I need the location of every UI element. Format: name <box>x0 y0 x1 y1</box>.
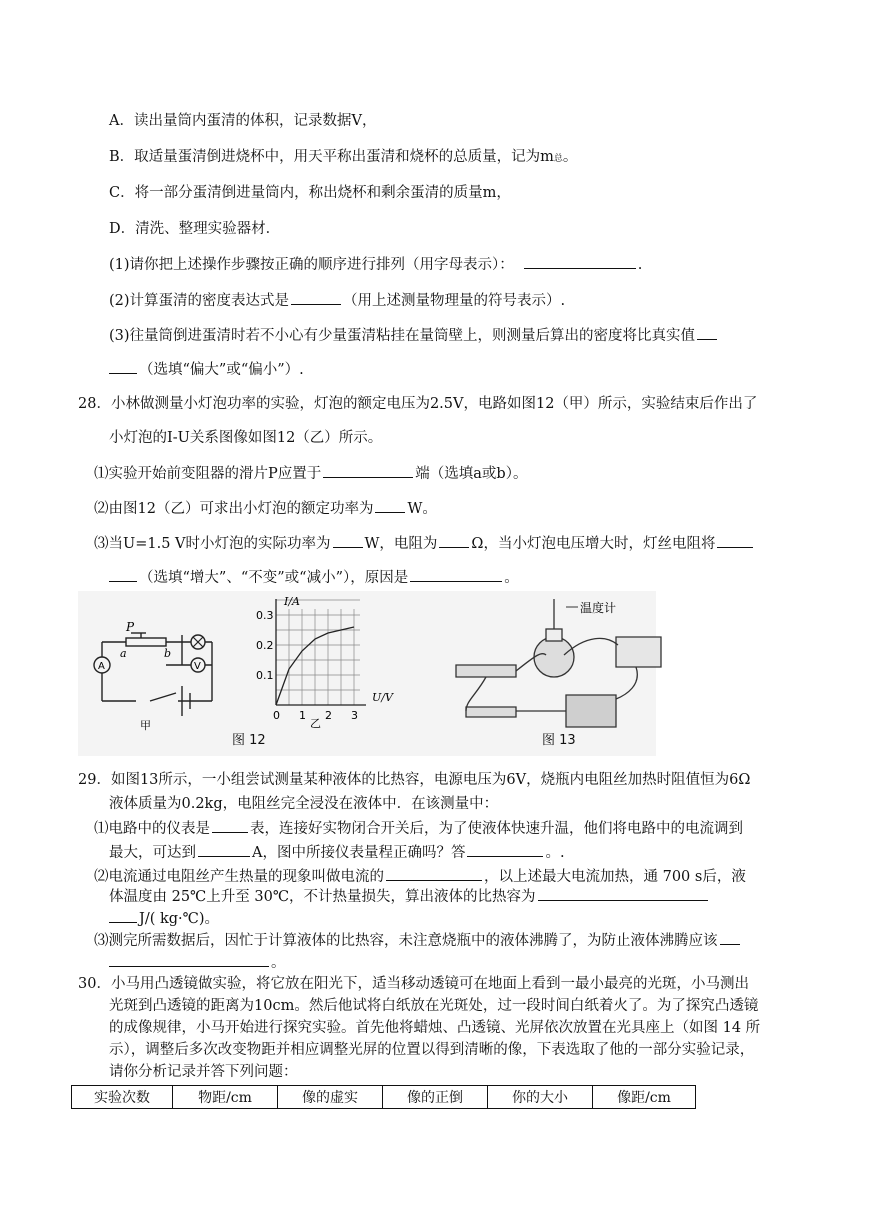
q27-sub2: (2)计算蛋清的密度表达式是 （用上述测量物理量的符号表示）. <box>109 290 565 311</box>
q27-step-c: C．将一部分蛋清倒进量筒内，称出烧杯和剩余蛋清的质量m， <box>109 185 511 201</box>
q27-step-d: D．清洗、整理实验器材． <box>109 221 281 237</box>
answer-blank[interactable] <box>291 290 341 305</box>
answer-blank[interactable] <box>410 567 502 582</box>
x-axis-label: U/V <box>372 691 393 704</box>
answer-blank[interactable] <box>212 818 248 833</box>
q28-intro-line2: 小灯泡的I-U关系图像如图12（乙）所示。 <box>109 430 383 446</box>
table-header-cell: 像距/cm <box>593 1086 696 1109</box>
answer-blank[interactable] <box>467 842 543 857</box>
answer-blank[interactable] <box>109 952 269 967</box>
q30-line4: 示），调整后多次改变物距并相应调整光屏的位置以得到清晰的像，下表选取了他的一部分实验记录， <box>109 1042 755 1058</box>
end-b-label: b <box>164 647 172 660</box>
iu-graph-yi <box>256 593 416 733</box>
y-tick-label: 0.2 <box>256 639 274 652</box>
experiment-table <box>71 1085 696 1109</box>
apparatus-fig13 <box>446 595 676 735</box>
answer-blank[interactable] <box>717 533 753 548</box>
q28-sub3: ⑶当U=1.5 V时小灯泡的实际功率为 W，电阻为 Ω，当小灯泡电压增大时，灯丝电阻将 <box>94 533 755 554</box>
y-tick-label: 0.3 <box>256 609 274 622</box>
q28-intro-line1: 28．小林做测量小灯泡功率的实验，灯泡的额定电压为2.5V，电路如图12（甲）所示，实验结束后作出了 <box>78 396 758 412</box>
answer-blank[interactable] <box>439 533 469 548</box>
q28-sub3-cont: （选填“增大”、“不变”或“减小”），原因是 。 <box>109 567 519 588</box>
answer-blank[interactable] <box>697 325 717 340</box>
x-tick-label: 1 <box>299 709 306 722</box>
answer-blank[interactable] <box>720 930 740 945</box>
q30-line5: 请你分析记录并答下列问题： <box>109 1064 298 1080</box>
answer-blank[interactable] <box>109 567 137 582</box>
q29-sub1: ⑴电路中的仪表是 表，连接好实物闭合开关后，为了使液体快速升温，他们将电路中的电流调到 <box>94 818 743 839</box>
q29-intro-line2: 液体质量为0.2kg，电阻丝完全浸没在液体中．在该测量中： <box>109 796 499 812</box>
x-tick-label: 3 <box>351 709 358 722</box>
fig13-caption-text: 图 13 <box>542 733 576 748</box>
q27-step-b: B．取适量蛋清倒进烧杯中，用天平称出蛋清和烧杯的总质量，记为m总。 <box>109 149 578 165</box>
q30-line2: 光斑到凸透镜的距离为10cm。然后他试将白纸放在光斑处，过一段时间白纸着火了。为了探究凸透镜 <box>109 998 759 1014</box>
q29-intro-line1: 29．如图13所示，一小组尝试测量某种液体的比热容，电源电压为6V，烧瓶内电阻丝加热时阻值恒为6Ω <box>78 772 751 788</box>
q29-sub2: ⑵电流通过电阻丝产生热量的现象叫做电流的 ，以上述最大电流加热，通 700 s后，液 <box>94 866 746 887</box>
q27-sub1: (1)请你把上述操作步骤按正确的顺序进行排列（用字母表示）： . <box>109 254 642 275</box>
q29-sub2-cont: 体温度由 25℃上升至 30℃，不计热量损失，算出液体的比热容为 <box>109 886 710 907</box>
q27-sub3: (3)往量筒倒进蛋清时若不小心有少量蛋清粘挂在量筒壁上，则测量后算出的密度将比真实值 <box>109 325 719 346</box>
figure-strip <box>78 591 656 756</box>
fig12-caption: 图 12 <box>232 733 266 748</box>
table-header-cell: 像的正倒 <box>383 1086 488 1109</box>
slider-p-label: P <box>126 620 135 634</box>
q29-sub2-unit: J/( kg·℃)。 <box>109 908 219 929</box>
x-tick-label: 2 <box>325 709 332 722</box>
answer-blank[interactable] <box>386 866 482 881</box>
q27-step-a: A．读出量筒内蛋清的体积，记录数据V， <box>109 113 377 129</box>
y-axis-label: I/A <box>284 595 300 608</box>
q29-sub3-cont: 。 <box>109 952 286 973</box>
answer-blank[interactable] <box>323 463 413 478</box>
q28-sub1: ⑴实验开始前变阻器的滑片P应置于 端（选填a或b）。 <box>94 463 527 484</box>
answer-blank[interactable] <box>109 359 137 374</box>
answer-blank[interactable] <box>198 842 250 857</box>
table-header-cell: 实验次数 <box>72 1086 173 1109</box>
q27-sub3-cont: （选填“偏大”或“偏小”）. <box>109 359 304 380</box>
thermometer-label: 温度计 <box>580 601 617 615</box>
table-header-cell: 你的大小 <box>488 1086 593 1109</box>
table-header-cell: 像的虚实 <box>278 1086 383 1109</box>
x-tick-label: 0 <box>273 709 280 722</box>
table-header-row <box>72 1086 696 1109</box>
answer-blank[interactable] <box>333 533 363 548</box>
answer-blank[interactable] <box>538 886 708 901</box>
table-header-cell: 物距/cm <box>173 1086 278 1109</box>
jia-caption: 甲 <box>140 719 151 732</box>
voltmeter-label: V <box>194 661 201 672</box>
q29-sub1-cont: 最大，可达到 A，图中所接仪表量程正确吗？答 。. <box>109 842 565 863</box>
y-tick-label: 0.1 <box>256 669 274 682</box>
ammeter-label: A <box>98 661 105 672</box>
answer-blank[interactable] <box>375 498 405 513</box>
circuit-diagram-jia <box>86 613 226 733</box>
answer-blank[interactable] <box>524 254 636 269</box>
yi-caption: 乙 <box>310 717 321 730</box>
q29-sub3: ⑶测完所需数据后，因忙于计算液体的比热容，未注意烧瓶中的液体沸腾了，为防止液体沸腾应该 <box>94 930 742 951</box>
q28-sub2: ⑵由图12（乙）可求出小灯泡的额定功率为 W。 <box>94 498 437 519</box>
answer-blank[interactable] <box>109 908 137 923</box>
end-a-label: a <box>120 647 127 660</box>
q30-line1: 30．小马用凸透镜做实验，将它放在阳光下，适当移动透镜可在地面上看到一最小最亮的光斑，小马测出 <box>78 976 749 992</box>
q30-line3: 的成像规律，小马开始进行探究实验。首先他将蜡烛、凸透镜、光屏依次放置在光具座上（如图 14 所 <box>109 1020 761 1036</box>
